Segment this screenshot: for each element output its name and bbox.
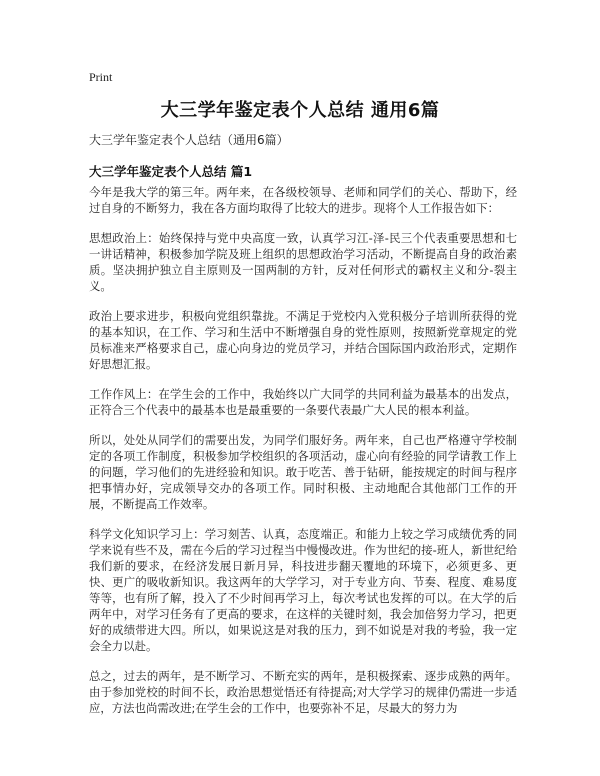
paragraph-intro: 今年是我大学的第三年。两年来，在各级校领导、老师和同学们的关心、帮助下，经过自身的不断努力，我在各方面均取得了比较大的进步。现将个人工作报告如下：	[89, 185, 517, 215]
paragraph-summary: 总之，过去的两年，是不断学习、不断充实的两年，是积极探索、逐步成熟的两年。由于参加党校的时间不长，政治思想觉悟还有待提高;对大学学习的规律仍需进一步适应，方法也尚需改进;在学生会的工作中，也要弥补不足，尽最大的努力为	[89, 669, 517, 715]
document-body	[89, 184, 517, 730]
section-heading: 大三学年鉴定表个人总结 篇1	[89, 164, 253, 179]
paragraph-service: 所以，处处从同学们的需要出发，为同学们服好务。两年来，自己也严格遵守学校制定的各项工作制度，积极参加学校组织的各项活动，虚心向有经验的同学请教工作上的问题，学习他们的先进经验和知识。敢于吃苦、善于钻研，能按规定的时间与程序把事情办好，完成领导交办的各项工作。同时积极、主动地配合其他部门工作的开展，不断提高工作效率。	[89, 433, 517, 511]
paragraph-work-style: 工作作风上：在学生会的工作中，我始终以广大同学的共同利益为最基本的出发点，正符合三个代表中的最基本也是最重要的一条要代表最广大人民的根本利益。	[89, 387, 517, 417]
document-subtitle: 大三学年鉴定表个人总结（通用6篇）	[89, 133, 289, 147]
print-label: Print	[89, 70, 113, 84]
paragraph-politics: 政治上要求进步，积极向党组织靠拢。不满足于党校内入党积极分子培训所获得的党的基本知识，在工作、学习和生活中不断增强自身的党性原则，按照新党章规定的党员标准来严格要求自己，虚心向身边的党员学习，并结合国际国内政治形式，定期作好思想汇报。	[89, 309, 517, 371]
paragraph-ideology: 思想政治上：始终保持与党中央高度一致，认真学习江-泽-民三个代表重要思想和七一讲话精神，积极参加学院及班上组织的思想政治学习活动，不断提高自身的政治素质。坚决拥护独立自主原则及一国两制的方针，反对任何形式的霸权主义和分-裂主义。	[89, 231, 517, 293]
document-title: 大三学年鉴定表个人总结 通用6篇	[160, 100, 440, 121]
paragraph-study: 科学文化知识学习上：学习刻苦、认真，态度端正。和能力上较之学习成绩优秀的同学来说有些不及，需在今后的学习过程当中慢慢改进。作为世纪的接-班人，新世纪给我们新的要求，在经济发展日新月异，科技进步翻天覆地的环境下，必须更多、更快、更广的吸收新知识。我这两年的大学学习，对于专业方向、节奏、程度、难易度等等，也有所了解，投入了不少时间再学习上，每次考试也发挥的可以。在大学的后两年中，对学习任务有了更高的要求，在这样的关键时刻，我会加倍努力学习，把更好的成绩带进大四。所以，如果说这是对我的压力，到不如说是对我的考验，我一定会全力以赴。	[89, 527, 517, 653]
